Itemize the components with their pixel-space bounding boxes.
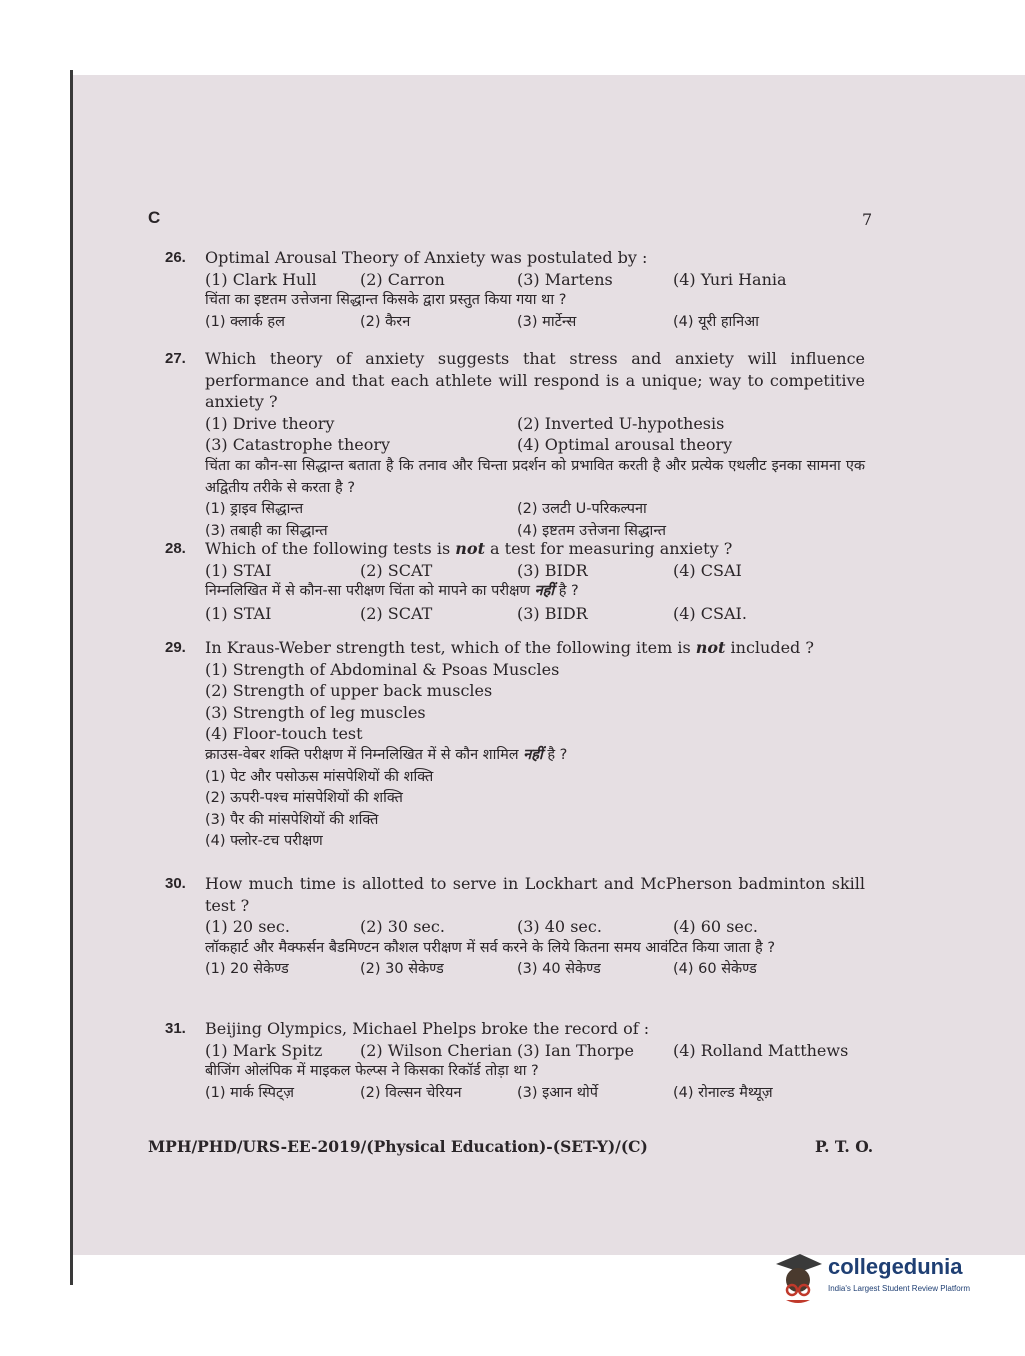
options-en-row-1 [205, 413, 865, 435]
options-hi [205, 959, 865, 981]
option-4: (4) CSAI [673, 560, 742, 580]
emphasis-not: not [695, 638, 726, 657]
option-4: (4) 60 सेकेण्ड [673, 961, 757, 978]
option-2: (2) 30 सेकेण्ड [360, 961, 444, 978]
option-3: (3) तबाही का सिद्धान्त [205, 522, 328, 539]
option-3: (3) 40 सेकेण्ड [517, 961, 601, 978]
option-2: (2) SCAT [360, 560, 433, 580]
page-number: 7 [862, 210, 873, 229]
question-31 [165, 1018, 865, 1104]
question-number: 30. [165, 875, 186, 892]
option-2: (2) SCAT [360, 603, 433, 623]
question-text-hi: चिंता का कौन-सा सिद्धान्त बताता है कि तनाव और चिन्ता प्रदर्शन को प्रभावित करती है और प्रत्येक एथलीट इनका सामना एक अद्वितीय तरीके से करता है ? [205, 457, 865, 496]
question-text-en: In Kraus-Weber strength test, which of the following item is not included ? [205, 638, 814, 657]
option-3: (3) Strength of leg muscles [205, 702, 426, 722]
option-1: (1) 20 सेकेण्ड [205, 961, 289, 978]
options-hi [205, 603, 865, 625]
option-1: (1) ड्राइव सिद्धान्त [205, 501, 304, 518]
emphasis-nahin: नहीं [534, 583, 555, 600]
question-number: 26. [165, 249, 186, 266]
option-2: (2) विल्सन चेरियन [360, 1084, 462, 1101]
option-2: (2) उलटी U-परिकल्पना [517, 501, 647, 518]
option-1: (1) Mark Spitz [205, 1040, 323, 1060]
option-3: (3) पैर की मांसपेशियों की शक्ति [205, 811, 379, 828]
option-1: (1) STAI [205, 560, 272, 580]
logo-wordmark: collegedunia [828, 1254, 963, 1279]
options-en [205, 916, 865, 938]
question-text-hi: चिंता का इष्टतम उत्तेजना सिद्धान्त किसके द्वारा प्रस्तुत किया गया था ? [205, 292, 567, 309]
option-2: (2) Wilson Cherian [360, 1040, 513, 1060]
question-text-hi: बीजिंग ओलंपिक में माइकल फेल्प्स ने किसका रिकॉर्ड तोड़ा था ? [205, 1063, 539, 1080]
option-3: (3) BIDR [517, 603, 588, 623]
question-text-hi: निम्नलिखित में से कौन-सा परीक्षण चिंता को मापने का परीक्षण नहीं है ? [205, 583, 579, 600]
set-letter: C [148, 208, 161, 227]
option-2: (2) Strength of upper back muscles [205, 681, 493, 701]
question-text-en: Optimal Arousal Theory of Anxiety was postulated by : [205, 248, 648, 267]
option-2: (2) 30 sec. [360, 917, 445, 937]
option-1: (1) Strength of Abdominal & Psoas Muscles [205, 659, 560, 679]
collegedunia-logo [770, 1250, 1000, 1310]
question-number: 31. [165, 1020, 186, 1037]
option-3: (3) इआन थोर्पे [517, 1084, 599, 1101]
option-3: (3) Ian Thorpe [517, 1040, 634, 1060]
option-1: (1) पेट और पसोऊस मांसपेशियों की शक्ति [205, 768, 434, 785]
question-text-en: Which theory of anxiety suggests that stress and anxiety will influence performance and that each athlete will respond is a unique; way to competitive anxiety ? [205, 349, 865, 412]
option-3: (3) 40 sec. [517, 917, 602, 937]
option-4: (4) 60 sec. [673, 917, 758, 937]
paper-code: MPH/PHD/URS-EE-2019/(Physical Education)-(SET-Y)/(C) [148, 1137, 648, 1156]
option-4: (4) फ्लोर-टच परीक्षण [205, 833, 323, 850]
option-3: (3) Martens [517, 269, 613, 289]
option-1: (1) 20 sec. [205, 917, 290, 937]
option-3: (3) मार्टेन्स [517, 313, 577, 330]
options-hi [205, 312, 865, 334]
option-3: (3) BIDR [517, 560, 588, 580]
question-27 [165, 348, 865, 542]
option-4: (4) Optimal arousal theory [517, 435, 733, 455]
question-text-hi: लॉकहार्ट और मैक्फर्सन बैडमिण्टन कौशल परीक्षण में सर्व करने के लिये कितना समय आवंटित किया जाता है ? [205, 939, 776, 956]
question-text-en: How much time is allotted to serve in Lockhart and McPherson badminton skill test ? [205, 874, 865, 915]
options-en [205, 560, 865, 582]
option-2: (2) Carron [360, 269, 445, 289]
options-en [205, 1040, 865, 1062]
question-28 [165, 538, 865, 624]
mascot-icon [770, 1250, 826, 1306]
question-29 [165, 637, 865, 853]
option-1: (1) Drive theory [205, 413, 335, 433]
option-4: (4) रोनाल्ड मैथ्यूज़ [673, 1084, 773, 1101]
option-4: (4) Rolland Matthews [673, 1040, 849, 1060]
option-2: (2) Inverted U-hypothesis [517, 413, 725, 433]
option-1: (1) क्लार्क हल [205, 313, 285, 330]
option-1: (1) मार्क स्पिट्ज़ [205, 1084, 295, 1101]
question-number: 27. [165, 350, 186, 367]
question-text-hi: क्राउस-वेबर शक्ति परीक्षण में निम्नलिखित में से कौन शामिल नहीं है ? [205, 746, 568, 763]
option-4: (4) यूरी हानिआ [673, 313, 759, 330]
option-4: (4) Yuri Hania [673, 269, 787, 289]
emphasis-not: not [455, 539, 485, 558]
options-en-row-2 [205, 434, 865, 456]
options-hi-row-1 [205, 499, 865, 521]
emphasis-nahin: नहीं [523, 746, 543, 763]
logo-tagline: India's Largest Student Review Platform [828, 1284, 971, 1293]
question-text-en: Beijing Olympics, Michael Phelps broke the record of : [205, 1019, 650, 1038]
pto-label: P. T. O. [815, 1137, 874, 1156]
question-30 [165, 873, 865, 981]
option-4: (4) Floor-touch test [205, 724, 363, 744]
options-hi [205, 1083, 865, 1105]
option-1: (1) STAI [205, 603, 272, 623]
option-2: (2) ऊपरी-पश्च मांसपेशियों की शक्ति [205, 790, 403, 807]
question-number: 28. [165, 540, 186, 557]
question-text-en: Which of the following tests is not a test for measuring anxiety ? [205, 539, 733, 558]
option-2: (2) कैरन [360, 313, 411, 330]
question-26 [165, 247, 865, 333]
options-en [205, 269, 865, 291]
option-1: (1) Clark Hull [205, 269, 317, 289]
question-number: 29. [165, 639, 186, 656]
option-4: (4) इष्टतम उत्तेजना सिद्धान्त [517, 522, 667, 539]
option-3: (3) Catastrophe theory [205, 435, 391, 455]
option-4: (4) CSAI. [673, 603, 747, 623]
